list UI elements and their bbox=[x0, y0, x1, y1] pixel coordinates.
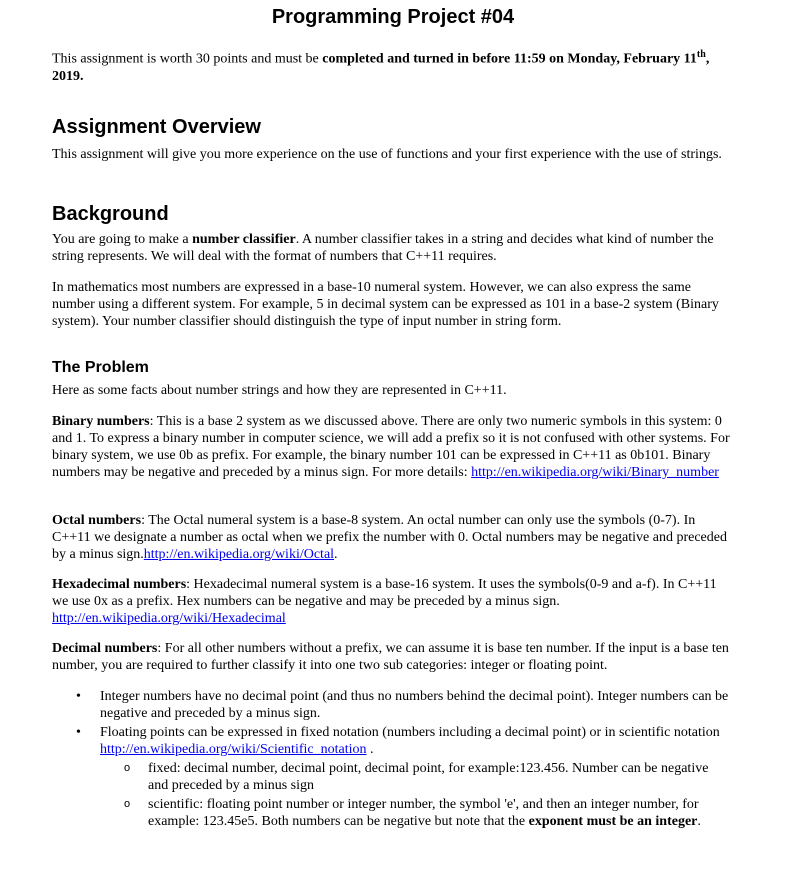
hex-paragraph bbox=[52, 576, 732, 627]
bullet-circle-icon: o bbox=[124, 798, 131, 810]
decimal-label: Decimal numbers bbox=[52, 641, 158, 656]
bullet-integer-text: Integer numbers have no decimal point (and thus no numbers behind the decimal point). Integer numbers can be negative and preceded by a minus sign. bbox=[100, 689, 729, 721]
floating-sub-list bbox=[100, 760, 732, 830]
heading-the-problem: The Problem bbox=[52, 359, 149, 376]
intro-deadline: completed and turned in before 11:59 on Monday, February 11 bbox=[322, 51, 697, 67]
sub-scientific-text: scientific: floating point number or integer number, the symbol 'e', and then an integer number, for example: 123.45e5. Both numbers can be negative but note that the bbox=[148, 797, 699, 829]
scientific-notation-link[interactable]: http://en.wikipedia.org/wiki/Scientific_notation bbox=[100, 742, 367, 757]
background-paragraph-2: In mathematics most numbers are expressed in a base-10 numeral system. However, we can also express the same number using a different system. For example, 5 in decimal system can be expressed as 101 in a base-2 system (Binary system). Your number classifier should distinguish the type of input number in string form. bbox=[52, 280, 719, 329]
bg-p1-b: . A number classifier takes in a string and decides what kind of number the string represents. We will deal with the format of numbers that C++11 requires. bbox=[52, 232, 714, 264]
bullet-floating-end: . bbox=[366, 742, 374, 757]
list-item-scientific bbox=[100, 796, 732, 830]
decimal-paragraph bbox=[52, 640, 732, 674]
bullet-dot-icon: • bbox=[76, 689, 81, 704]
list-item-floating bbox=[52, 724, 732, 830]
problem-intro: Here as some facts about number strings and how they are represented in C++11. bbox=[52, 383, 507, 398]
octal-link[interactable]: http://en.wikipedia.org/wiki/Octal bbox=[143, 547, 335, 562]
decimal-bullet-list bbox=[52, 688, 732, 832]
intro-deadline-suffix: th bbox=[696, 49, 706, 60]
list-item-integer bbox=[52, 688, 732, 722]
bullet-dot-icon: • bbox=[76, 725, 81, 740]
decimal-text: : For all other numbers without a prefix, we can assume it is base ten number. If the input is a base ten number, you are required to further classify it into one two sub categories: integer or floating point. bbox=[52, 641, 729, 673]
heading-background: Background bbox=[52, 203, 169, 225]
hex-text: : Hexadecimal numeral system is a base-16 system. It uses the symbols(0-9 and a-f). In C++11 we use 0x as a prefix. Hex numbers can be negative and may be preceded by a minus sign. bbox=[52, 577, 717, 609]
bullet-floating-text: Floating points can be expressed in fixed notation (numbers including a decimal point) or in scientific notation bbox=[100, 725, 720, 740]
sub-scientific-end: . bbox=[697, 814, 701, 829]
sub-fixed-text: fixed: decimal number, decimal point, decimal point, for example:123.456. Number can be negative and preceded by a minus sign bbox=[148, 761, 709, 793]
bg-p1-bold: number classifier bbox=[192, 232, 296, 247]
binary-text: : This is a base 2 system as we discussed above. There are only two numeric symbols in this system: 0 and 1. To express a binary number in computer science, we will add a prefix so it is not confused with other systems. For binary system, we use 0b as prefix. For example, the binary number 101 can be expressed in C++11 as 0b101. Binary numbers may be negative and preceded by a minus sign. For more details: bbox=[52, 414, 730, 480]
binary-label: Binary numbers bbox=[52, 414, 150, 429]
intro-deadline-year: , 2019. bbox=[52, 51, 710, 84]
overview-paragraph: This assignment will give you more experience on the use of functions and your first experience with the use of strings. bbox=[52, 147, 722, 162]
sub-scientific-bold: exponent must be an integer bbox=[528, 814, 698, 829]
octal-text: : The Octal numeral system is a base-8 system. An octal number can only use the symbols (0-7). In C++11 we designate a number as octal when we prefix the number with 0. Octal numbers may be negative and preceded by a minus sign. bbox=[52, 513, 727, 562]
octal-end: . bbox=[334, 547, 338, 562]
octal-label: Octal numbers bbox=[52, 513, 142, 528]
bg-p1-a: You are going to make a bbox=[52, 232, 193, 247]
list-item-fixed bbox=[100, 760, 732, 794]
heading-assignment-overview: Assignment Overview bbox=[52, 116, 261, 138]
octal-paragraph bbox=[52, 512, 732, 563]
intro-paragraph bbox=[52, 46, 732, 85]
hexadecimal-link[interactable]: http://en.wikipedia.org/wiki/Hexadecimal bbox=[52, 611, 286, 626]
background-paragraph-1 bbox=[52, 231, 732, 265]
bullet-circle-icon: o bbox=[124, 762, 131, 774]
binary-number-link[interactable]: http://en.wikipedia.org/wiki/Binary_number bbox=[471, 465, 719, 480]
hex-label: Hexadecimal numbers bbox=[52, 577, 187, 592]
page-title: Programming Project #04 bbox=[271, 6, 515, 28]
binary-paragraph bbox=[52, 413, 732, 481]
intro-text: This assignment is worth 30 points and must be bbox=[52, 51, 323, 67]
